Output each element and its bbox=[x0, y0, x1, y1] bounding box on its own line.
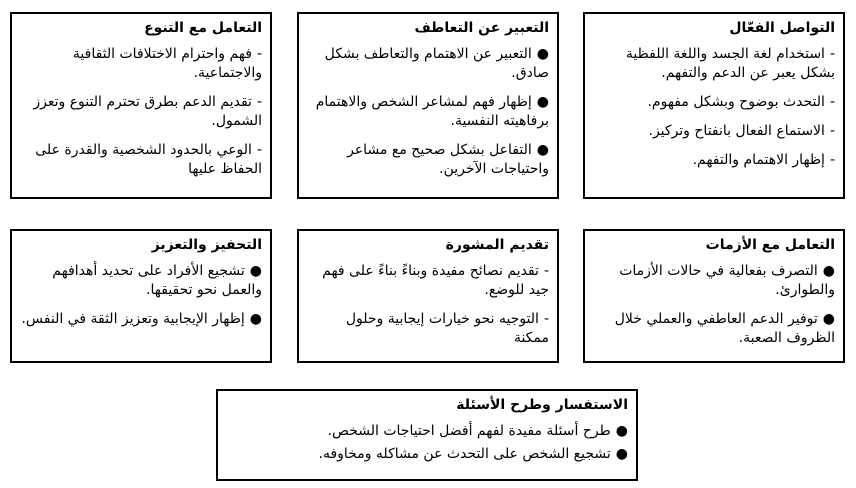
bullet-marker: ● bbox=[822, 311, 835, 327]
dash-marker: - bbox=[829, 152, 835, 168]
item-text: استخدام لغة الجسد واللغة اللفظية بشكل يعبر عن الدعم والتفهم. bbox=[625, 46, 835, 81]
list-item bbox=[593, 45, 835, 83]
item-text: إظهار الإيجابية وتعزيز الثقة في النفس. bbox=[21, 311, 245, 327]
bullet-marker: ● bbox=[615, 423, 628, 439]
box-giving-advice bbox=[297, 229, 559, 363]
bullet-marker: ● bbox=[822, 263, 835, 279]
item-list bbox=[307, 262, 549, 348]
item-text: التوجيه نحو خيارات إيجابية وحلول ممكنة bbox=[345, 311, 549, 346]
list-item bbox=[226, 422, 628, 441]
item-list bbox=[307, 45, 549, 179]
list-item bbox=[20, 93, 262, 131]
list-item bbox=[593, 262, 835, 300]
item-text: التحدث بوضوح وبشكل مفهوم. bbox=[647, 94, 825, 110]
list-item bbox=[20, 310, 262, 329]
item-list bbox=[20, 262, 262, 329]
item-text: فهم واحترام الاختلافات الثقافية والاجتماعية. bbox=[72, 46, 262, 81]
list-item bbox=[307, 93, 549, 131]
item-text: الوعي بالحدود الشخصية والقدرة على الحفاظ عليها bbox=[35, 142, 262, 177]
dash-marker: - bbox=[543, 263, 549, 279]
item-text: توفير الدعم العاطفي والعملي خلال الظروف الصعبة. bbox=[614, 311, 835, 346]
box-title: الاستفسار وطرح الأسئلة bbox=[456, 397, 628, 413]
item-text: التصرف بفعالية في حالات الأزمات والطوارئ. bbox=[619, 263, 835, 298]
dash-marker: - bbox=[256, 142, 262, 158]
item-text: إظهار الاهتمام والتفهم. bbox=[692, 152, 825, 168]
box-dealing-with-diversity bbox=[10, 12, 272, 199]
item-text: التفاعل بشكل صحيح مع مشاعر واحتياجات الآخرين. bbox=[347, 142, 549, 177]
list-item bbox=[307, 310, 549, 348]
box-title: التعبير عن التعاطف bbox=[414, 20, 549, 36]
box-title: التواصل الفعّال bbox=[729, 20, 835, 36]
dash-marker: - bbox=[829, 46, 835, 62]
dash-marker: - bbox=[256, 94, 262, 110]
item-text: تقديم نصائح مفيدة وبناءً بناءً على فهم جيد للوضع. bbox=[322, 263, 549, 298]
bullet-marker: ● bbox=[536, 142, 549, 158]
box-motivation-reinforcement bbox=[10, 229, 272, 363]
item-text: تشجيع الأفراد على تحديد أهدافهم والعمل نحو تحقيقها. bbox=[52, 263, 262, 298]
list-item bbox=[307, 45, 549, 83]
list-item bbox=[20, 141, 262, 179]
item-text: الاستماع الفعال بانفتاح وتركيز. bbox=[648, 123, 825, 139]
item-list bbox=[20, 45, 262, 179]
bullet-marker: ● bbox=[536, 46, 549, 62]
bullet-marker: ● bbox=[536, 94, 549, 110]
list-item bbox=[307, 141, 549, 179]
item-list bbox=[593, 45, 835, 170]
box-effective-communication bbox=[583, 12, 845, 199]
bullet-marker: ● bbox=[615, 446, 628, 462]
dash-marker: - bbox=[543, 311, 549, 327]
list-item bbox=[593, 93, 835, 112]
item-text: إظهار فهم لمشاعر الشخص والاهتمام برفاهيته النفسية. bbox=[315, 94, 549, 129]
item-text: طرح أسئلة مفيدة لفهم أفضل احتياجات الشخص. bbox=[327, 423, 611, 439]
list-item bbox=[226, 445, 628, 464]
item-text: تشجيع الشخص على التحدث عن مشاكله ومخاوفه. bbox=[318, 446, 611, 462]
box-crisis-management bbox=[583, 229, 845, 363]
list-item bbox=[20, 45, 262, 83]
box-expressing-empathy bbox=[297, 12, 559, 199]
bullet-marker: ● bbox=[249, 311, 262, 327]
list-item bbox=[593, 122, 835, 141]
list-item bbox=[593, 310, 835, 348]
item-text: تقديم الدعم بطرق تحترم التنوع وتعزز الشمول. bbox=[33, 94, 262, 129]
dash-marker: - bbox=[829, 94, 835, 110]
item-list bbox=[226, 422, 628, 464]
dash-marker: - bbox=[256, 46, 262, 62]
box-title: التعامل مع الأزمات bbox=[705, 237, 835, 253]
list-item bbox=[307, 262, 549, 300]
dash-marker: - bbox=[829, 123, 835, 139]
box-title: التحفيز والتعزيز bbox=[151, 237, 262, 253]
item-text: التعبير عن الاهتمام والتعاطف بشكل صادق. bbox=[324, 46, 549, 81]
item-list bbox=[593, 262, 835, 348]
bullet-marker: ● bbox=[249, 263, 262, 279]
box-inquiry-questions bbox=[216, 389, 638, 481]
list-item bbox=[20, 262, 262, 300]
box-title: التعامل مع التنوع bbox=[144, 20, 262, 36]
list-item bbox=[593, 151, 835, 170]
box-title: تقديم المشورة bbox=[445, 237, 549, 253]
